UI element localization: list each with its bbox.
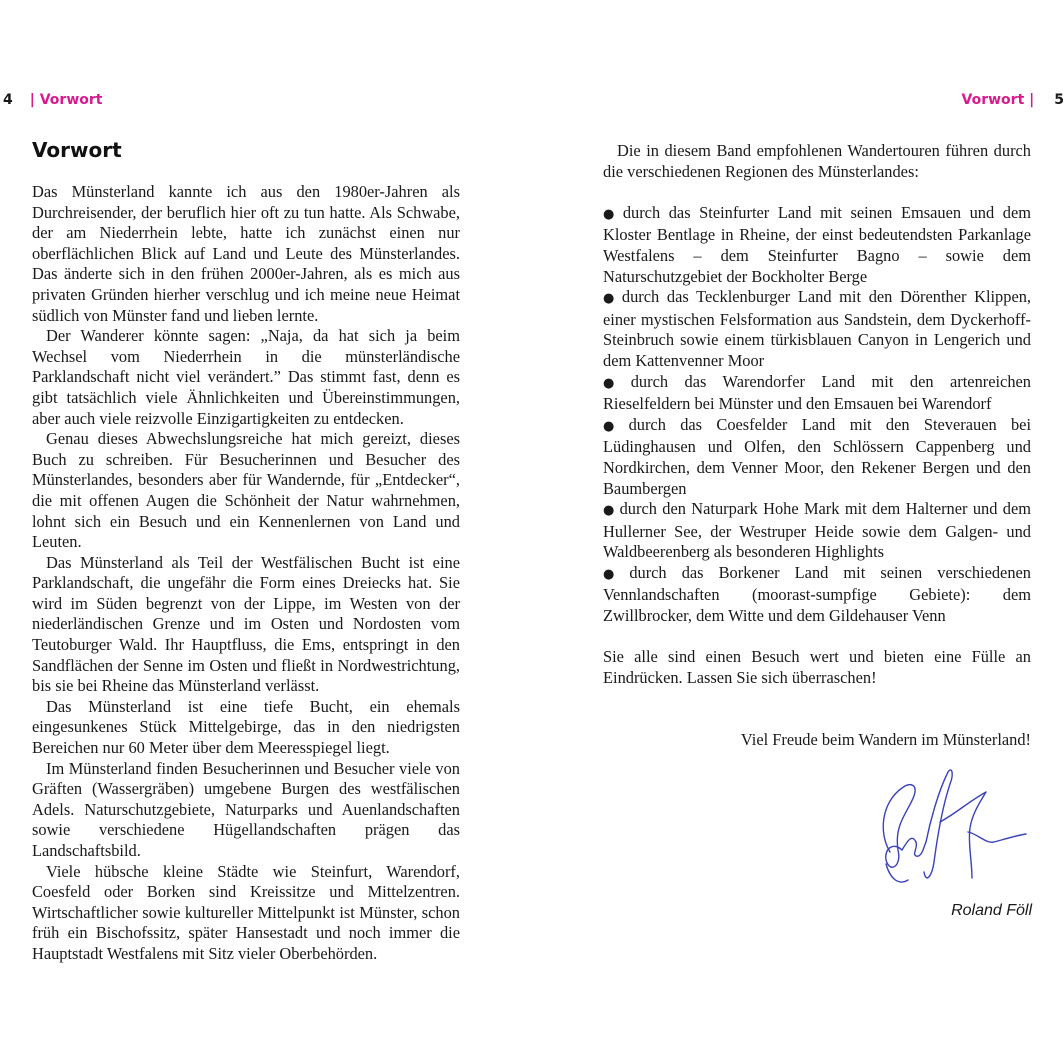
closing-line: Viel Freude beim Wandern im Münsterland! <box>740 729 1031 749</box>
bullet-icon: ● <box>603 206 619 222</box>
paragraph: Das Münsterland als Teil der Westfälischen Bucht ist eine Parklandschaft, die ungefähr die Form eines Dreiecks hat. Sie wird im Süden begrenzt von der Lippe, im Westen von der niederländischen Grenze und im Osten und Nordosten vom Teutoburger Wald. Ihr Hauptfluss, die Ems, entspringt in den Sandflächen der Senne im Osten und fließt in Nordwestrichtung, bis sie bei Rheine das Münsterland verlässt. <box>32 552 460 696</box>
left-column <box>32 182 460 965</box>
list-item: ● durch das Coesfelder Land mit den Steverauen bei Lüdinghausen und Olfen, den Schlössern Cappenberg und Nordkirchen, dem Venner Moor, den Rekener Bergen und den Baumbergen <box>603 414 1032 498</box>
page-number-left: 4 <box>3 92 13 108</box>
bullet-icon: ● <box>603 375 627 391</box>
bullet-icon: ● <box>603 503 616 519</box>
list-item: ● durch das Steinfurter Land mit seinen Emsauen und dem Kloster Bentlage in Rheine, der einst bedeutendsten Parkanlage Westfalens – dem Steinfurter Bagno – sowie dem Naturschutzgebiet der Bockholter Berge <box>603 202 1031 286</box>
paragraph: Das Münsterland ist eine tiefe Bucht, ein ehemals eingesunkenes Stück Mittelgebirge, das in den niedrigsten Bereichen nur 60 Meter über dem Meeresspiegel liegt. <box>32 696 460 758</box>
page-number-right: 5 <box>1054 92 1064 108</box>
bullet-icon: ● <box>603 418 625 434</box>
paragraph: Der Wanderer könnte sagen: „Naja, da hat sich ja beim Wechsel vom Niederrhein in die münsterländische Parklandschaft nicht viel verändert.” Das stimmt fast, denn es gibt tatsächlich viele Ähnlichkeiten und Übereinstimmungen, aber auch viele reizvolle Einzigartigkeiten zu entdecken. <box>32 326 460 428</box>
bullet-icon: ● <box>603 291 618 307</box>
intro-paragraph: Die in diesem Band empfohlenen Wandertouren führen durch die verschiedenen Regionen des Münsterlandes: <box>603 141 1031 181</box>
signature-image <box>868 762 1036 896</box>
list-item: ● durch den Naturpark Hohe Mark mit dem Halterner und dem Hullerner See, der Westruper Heide sowie dem Galgen- und Waldbeerenberg als besonderen Highlights <box>603 499 1032 562</box>
section-label-left: | Vorwort <box>29 92 103 108</box>
signer-name: Roland Föll <box>951 902 1032 919</box>
list-item: ● durch das Warendorfer Land mit den artenreichen Rieselfeldern bei Münster und den Emsauen bei Warendorf <box>603 371 1031 414</box>
region-list <box>603 203 1031 627</box>
page-header-left <box>3 92 102 108</box>
page-title: Vorwort <box>32 138 122 162</box>
section-label-right: Vorwort | <box>961 92 1035 108</box>
list-item: ● durch das Tecklenburger Land mit den Dörenther Klippen, einer mystischen Felsformation aus Sandstein, dem Dyckerhoff-Steinbruch sowie einem türkisblauen Canyon in Lengerich und dem Kattenvenner Moor <box>603 287 1032 370</box>
right-column <box>603 141 1031 750</box>
list-item: ● durch das Borkener Land mit seinen verschiedenen Vennlandschaften (moorast-sumpfige Gebiete): dem Zwillbrocker, dem Witte und dem Gildehauser Venn <box>603 562 1031 626</box>
paragraph: Im Münsterland finden Besucherinnen und Besucher viele von Gräften (Wassergräben) umgebene Burgen des westfälischen Adels. Naturschutzgebiete, Naturparks und Auenlandschaften sowie verschiedene Hügellandschaften prägen das Landschaftsbild. <box>32 758 460 860</box>
page-header-right <box>962 92 1064 108</box>
paragraph: Viele hübsche kleine Städte wie Steinfurt, Warendorf, Coesfeld oder Borken sind Kreissitze und Mittelzentren. Wirtschaftlicher sowie kultureller Mittelpunkt ist Münster, schon früh ein Bischofssitz, später Hansestadt und noch immer die Hauptstadt Westfalens mit Sitz vieler Oberbehörden. <box>32 861 460 963</box>
outro-paragraph: Sie alle sind einen Besuch wert und bieten eine Fülle an Eindrücken. Lassen Sie sich überraschen! <box>603 647 1031 687</box>
paragraph: Das Münsterland kannte ich aus den 1980er-Jahren als Durchreisender, der beruflich hier oft zu tun hatte. Als Schwabe, der am Niederrhein lebte, hatte ich zunächst einen nur oberflächlichen Blick auf Land und Leute des Münsterlandes. Das änderte sich in den frühen 2000er-Jahren, als es mich aus privaten Gründen hierher verschlug und ich meine neue Heimat südlich von Münster fand und lieben lernte. <box>32 182 460 325</box>
bullet-icon: ● <box>603 566 626 582</box>
paragraph: Genau dieses Abwechslungsreiche hat mich gereizt, dieses Buch zu schreiben. Für Besucherinnen und Besucher des Münsterlandes, besonders aber für Wandernde, für „Entdecker“, die mit offenen Augen die Schönheit der Natur wahrnehmen, lohnt sich ein Besuch und ein Kennenlernen von Land und Leuten. <box>32 429 460 552</box>
